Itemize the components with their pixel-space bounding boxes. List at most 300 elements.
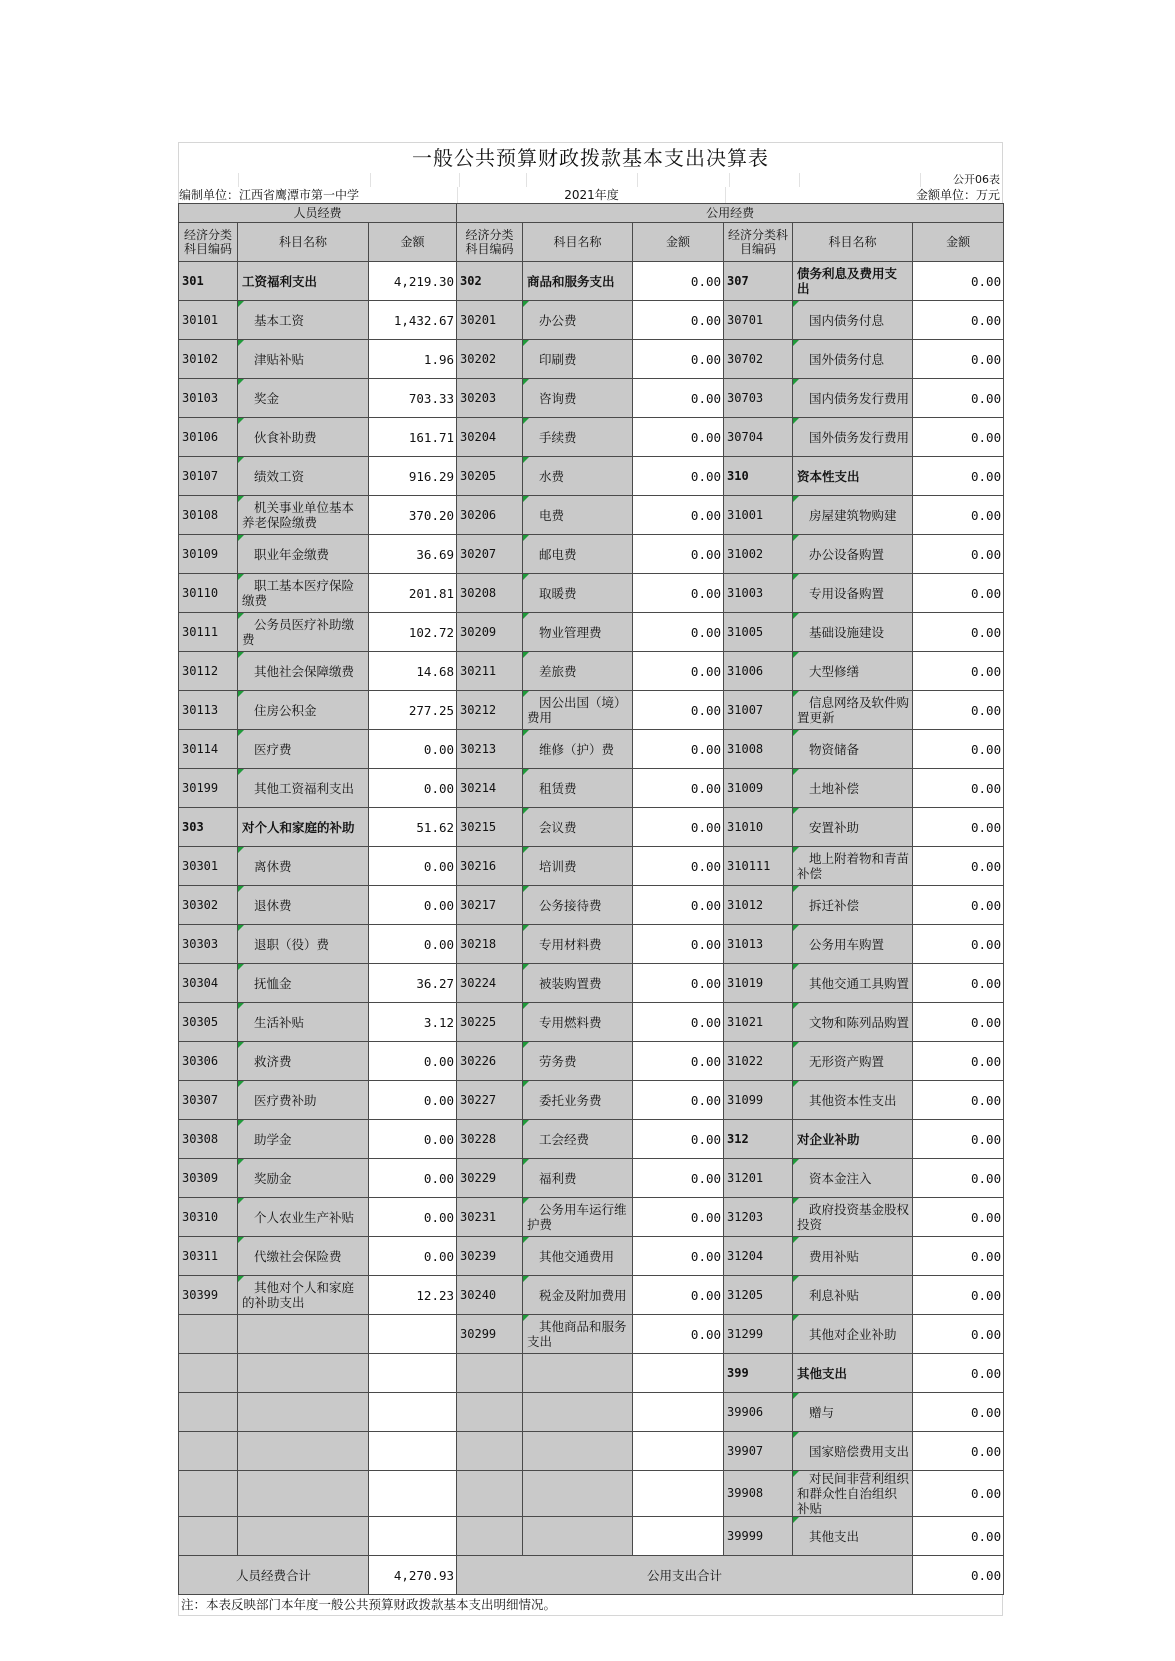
cell-name-text: 公务用车购置: [809, 936, 885, 952]
cell-name: [523, 691, 633, 730]
cell-amount: 0.00: [913, 769, 1004, 808]
cell-name: [523, 730, 633, 769]
cell-code: 30228: [457, 1120, 523, 1159]
cell-name: [238, 262, 369, 301]
cell-name: [523, 1354, 633, 1393]
cell-amount: 0.00: [913, 964, 1004, 1003]
cell-code: 31019: [724, 964, 793, 1003]
cell-amount: 0.00: [913, 1159, 1004, 1198]
cell-name-text: 国内债务发行费用: [809, 390, 910, 406]
cell-name-text: 医疗费: [254, 741, 292, 757]
cell-name: [523, 379, 633, 418]
cell-amount: 0.00: [633, 652, 724, 691]
cell-name: [793, 1354, 913, 1393]
cell-amount: 703.33: [369, 379, 457, 418]
cell-amount: 0.00: [633, 340, 724, 379]
col-header-amount: 金额: [633, 223, 724, 262]
cell-name: [238, 1159, 369, 1198]
cell-name: [793, 691, 913, 730]
table-row: [179, 886, 1004, 925]
cell-amount: [369, 1471, 457, 1517]
cell-amount: 0.00: [633, 1198, 724, 1237]
cell-amount: [633, 1393, 724, 1432]
table-row: [179, 769, 1004, 808]
cell-name-text: 职工基本医疗保险缴费: [242, 578, 355, 608]
cell-name: [523, 1432, 633, 1471]
cell-name-text: 救济费: [254, 1053, 292, 1069]
cell-name-text: 房屋建筑物购建: [809, 507, 897, 523]
cell-name-text: 奖励金: [254, 1170, 292, 1186]
cell-code: 30307: [179, 1081, 238, 1120]
cell-name-text: 大型修缮: [809, 663, 860, 679]
table-row: [179, 262, 1004, 301]
table-row: [179, 847, 1004, 886]
cell-name: [238, 379, 369, 418]
table-row: [179, 652, 1004, 691]
cell-name-text: 公务用车运行维护费: [527, 1202, 627, 1232]
cell-name: [523, 1081, 633, 1120]
cell-name: [238, 457, 369, 496]
cell-name: [523, 925, 633, 964]
cell-code: 30213: [457, 730, 523, 769]
table-row: [179, 496, 1004, 535]
col-header-name: 科目名称: [523, 223, 633, 262]
cell-amount: 0.00: [633, 613, 724, 652]
cell-name-text: 其他社会保障缴费: [254, 663, 355, 679]
cell-amount: 0.00: [913, 1517, 1004, 1556]
form-number: 公开06表: [953, 173, 1000, 186]
cell-code: 31005: [724, 613, 793, 652]
cell-name-text: 其他交通工具购置: [809, 975, 910, 991]
cell-name-text: [527, 1366, 539, 1381]
cell-name: [238, 1081, 369, 1120]
cell-name: [523, 1042, 633, 1081]
cell-code: 30704: [724, 418, 793, 457]
table-row: [179, 1517, 1004, 1556]
cell-code: 30302: [179, 886, 238, 925]
cell-name: [793, 1315, 913, 1354]
cell-amount: 0.00: [633, 808, 724, 847]
cell-name: [523, 847, 633, 886]
cell-code: 31205: [724, 1276, 793, 1315]
cell-name: [793, 925, 913, 964]
cell-amount: 0.00: [913, 925, 1004, 964]
cell-name-text: 职业年金缴费: [254, 546, 330, 562]
cell-name-text: 商品和服务支出: [527, 273, 615, 289]
cell-name-text: 土地补偿: [809, 780, 860, 796]
cell-amount: 0.00: [633, 1159, 724, 1198]
cell-name-text: 地上附着物和青苗补偿: [797, 851, 910, 881]
cell-name-text: 其他商品和服务支出: [527, 1319, 627, 1349]
cell-code: 30309: [179, 1159, 238, 1198]
page-title: 一般公共预算财政拨款基本支出决算表: [178, 142, 1003, 173]
cell-amount: 0.00: [369, 1159, 457, 1198]
cell-amount: 0.00: [633, 574, 724, 613]
cell-code: 30299: [457, 1315, 523, 1354]
cell-name: [793, 379, 913, 418]
cell-name: [238, 1354, 369, 1393]
cell-code: 30225: [457, 1003, 523, 1042]
cell-amount: 0.00: [913, 340, 1004, 379]
cell-amount: 0.00: [913, 1237, 1004, 1276]
cell-name: [793, 418, 913, 457]
cell-code: 31007: [724, 691, 793, 730]
cell-amount: 1.96: [369, 340, 457, 379]
cell-name-text: 办公费: [539, 312, 577, 328]
cell-name-text: 资本性支出: [797, 468, 860, 484]
cell-name-text: 专用燃料费: [539, 1014, 602, 1030]
cell-amount: 0.00: [913, 1393, 1004, 1432]
cell-amount: 0.00: [913, 847, 1004, 886]
cell-amount: 36.69: [369, 535, 457, 574]
cell-code: 30205: [457, 457, 523, 496]
col-header-name: 科目名称: [793, 223, 913, 262]
cell-name-text: 退休费: [254, 897, 292, 913]
cell-amount: 0.00: [633, 457, 724, 496]
cell-amount: 0.00: [633, 1237, 724, 1276]
cell-amount: 0.00: [913, 1432, 1004, 1471]
table-row: [179, 1003, 1004, 1042]
cell-name-text: 其他支出: [809, 1528, 860, 1544]
cell-name: [238, 1237, 369, 1276]
cell-name-text: 工资福利支出: [242, 273, 318, 289]
cell-name-text: 费用补贴: [809, 1248, 860, 1264]
cell-amount: 0.00: [633, 496, 724, 535]
cell-code: [179, 1354, 238, 1393]
cell-name: [793, 340, 913, 379]
cell-name: [523, 1471, 633, 1517]
cell-name-text: 文物和陈列品购置: [809, 1014, 910, 1030]
table-row: [179, 691, 1004, 730]
cell-amount: 4,219.30: [369, 262, 457, 301]
cell-amount: 12.23: [369, 1276, 457, 1315]
cell-name: [238, 496, 369, 535]
col-header-code: 经济分类科目编码: [724, 223, 793, 262]
cell-code: 31204: [724, 1237, 793, 1276]
cell-name: [238, 847, 369, 886]
cell-code: 30206: [457, 496, 523, 535]
cell-code: 30224: [457, 964, 523, 1003]
cell-name: [523, 496, 633, 535]
cell-name-text: 维修（护）费: [539, 741, 615, 757]
cell-name-text: 退职（役）费: [254, 936, 330, 952]
cell-name-text: [527, 1405, 539, 1420]
table-row: [179, 1120, 1004, 1159]
cell-amount: 161.71: [369, 418, 457, 457]
cell-amount: 0.00: [633, 847, 724, 886]
cell-name: [238, 1432, 369, 1471]
cell-name-text: 公务接待费: [539, 897, 602, 913]
cell-amount: 0.00: [633, 886, 724, 925]
cell-code: 310: [724, 457, 793, 496]
cell-code: 30229: [457, 1159, 523, 1198]
cell-name: [793, 613, 913, 652]
cell-name-text: 劳务费: [539, 1053, 577, 1069]
cell-amount: 0.00: [633, 925, 724, 964]
cell-name-text: [527, 1486, 539, 1501]
table-row: [179, 1432, 1004, 1471]
table-row: [179, 301, 1004, 340]
cell-name: [523, 1003, 633, 1042]
cell-name-text: 专用材料费: [539, 936, 602, 952]
col-header-code: 经济分类科目编码: [179, 223, 238, 262]
cell-name: [793, 1120, 913, 1159]
cell-amount: 0.00: [913, 1471, 1004, 1517]
cell-name: [523, 340, 633, 379]
col-header-code: 经济分类科目编码: [457, 223, 523, 262]
cell-amount: 0.00: [913, 1120, 1004, 1159]
table-row: [179, 418, 1004, 457]
cell-name-text: [527, 1529, 539, 1544]
cell-code: 30310: [179, 1198, 238, 1237]
fiscal-year: 2021年度: [458, 187, 726, 203]
cell-name: [238, 652, 369, 691]
cell-name-text: 奖金: [254, 390, 280, 406]
cell-name-text: 生活补贴: [254, 1014, 305, 1030]
cell-name-text: 国外债务发行费用: [809, 429, 910, 445]
cell-code: 31099: [724, 1081, 793, 1120]
cell-amount: 0.00: [913, 613, 1004, 652]
cell-name: [238, 535, 369, 574]
cell-code: 31008: [724, 730, 793, 769]
cell-code: 30214: [457, 769, 523, 808]
cell-name: [238, 1471, 369, 1517]
budget-sheet: [178, 142, 1003, 1616]
meta-row: [178, 187, 1003, 203]
cell-name-text: 物资储备: [809, 741, 860, 757]
col-header-amount: 金额: [369, 223, 457, 262]
cell-name: [793, 1042, 913, 1081]
table-row: [179, 1354, 1004, 1393]
cell-name: [523, 1237, 633, 1276]
column-ruler: [178, 173, 1003, 187]
cell-amount: 0.00: [913, 1042, 1004, 1081]
cell-code: 31203: [724, 1198, 793, 1237]
cell-name: [523, 535, 633, 574]
cell-amount: 0.00: [913, 652, 1004, 691]
cell-amount: 0.00: [369, 769, 457, 808]
cell-name-text: 国家赔偿费用支出: [809, 1443, 910, 1459]
cell-code: 30239: [457, 1237, 523, 1276]
group-header-personnel: 人员经费: [179, 204, 457, 223]
cell-code: 30212: [457, 691, 523, 730]
cell-code: 30304: [179, 964, 238, 1003]
cell-code: 39908: [724, 1471, 793, 1517]
cell-code: 31201: [724, 1159, 793, 1198]
cell-name-text: 资本金注入: [809, 1170, 872, 1186]
cell-code: 302: [457, 262, 523, 301]
cell-name: [238, 1315, 369, 1354]
cell-name: [793, 301, 913, 340]
cell-name-text: [242, 1366, 254, 1381]
cell-amount: 0.00: [913, 1354, 1004, 1393]
cell-code: [179, 1315, 238, 1354]
cell-name-text: 其他对企业补助: [809, 1326, 897, 1342]
cell-code: 30199: [179, 769, 238, 808]
cell-amount: 0.00: [369, 886, 457, 925]
cell-name-text: 公务员医疗补助缴费: [242, 617, 355, 647]
cell-name: [793, 1517, 913, 1556]
cell-amount: 0.00: [913, 1198, 1004, 1237]
cell-amount: 0.00: [913, 808, 1004, 847]
cell-name: [793, 1276, 913, 1315]
cell-name-text: 个人农业生产补贴: [254, 1209, 355, 1225]
cell-amount: 0.00: [633, 691, 724, 730]
group-header-public: 公用经费: [457, 204, 1004, 223]
cell-name: [523, 1315, 633, 1354]
cell-name-text: 租赁费: [539, 780, 577, 796]
cell-name-text: 取暖费: [539, 585, 577, 601]
cell-code: 30114: [179, 730, 238, 769]
cell-code: 30226: [457, 1042, 523, 1081]
cell-code: 31002: [724, 535, 793, 574]
cell-amount: 0.00: [369, 1042, 457, 1081]
cell-amount: 0.00: [633, 1003, 724, 1042]
cell-amount: 0.00: [913, 301, 1004, 340]
table-row: [179, 613, 1004, 652]
cell-code: 31012: [724, 886, 793, 925]
cell-name-text: [242, 1529, 254, 1544]
cell-name-text: 其他资本性支出: [809, 1092, 897, 1108]
cell-amount: 0.00: [633, 769, 724, 808]
cell-name-text: 工会经费: [539, 1131, 590, 1147]
cell-name-text: 委托业务费: [539, 1092, 602, 1108]
cell-amount: 0.00: [369, 1198, 457, 1237]
cell-name: [238, 964, 369, 1003]
cell-name-text: 水费: [539, 468, 565, 484]
table-row: [179, 340, 1004, 379]
cell-name: [523, 1159, 633, 1198]
cell-name: [793, 1159, 913, 1198]
cell-code: 30311: [179, 1237, 238, 1276]
cell-code: 30703: [724, 379, 793, 418]
cell-code: 31013: [724, 925, 793, 964]
cell-name: [793, 1432, 913, 1471]
cell-name-text: 邮电费: [539, 546, 577, 562]
cell-name-text: 其他交通费用: [539, 1248, 615, 1264]
cell-name-text: 因公出国（境）费用: [527, 695, 627, 725]
cell-name: [793, 574, 913, 613]
cell-name: [523, 574, 633, 613]
cell-code: 31022: [724, 1042, 793, 1081]
cell-code: [179, 1471, 238, 1517]
cell-amount: 14.68: [369, 652, 457, 691]
cell-name: [523, 886, 633, 925]
cell-name-text: 信息网络及软件购置更新: [797, 695, 910, 725]
cell-code: 30301: [179, 847, 238, 886]
cell-code: 30231: [457, 1198, 523, 1237]
cell-name-text: 电费: [539, 507, 565, 523]
table-row: [179, 925, 1004, 964]
cell-name: [238, 1003, 369, 1042]
table-row: [179, 1237, 1004, 1276]
cell-name: [238, 1198, 369, 1237]
cell-code: [457, 1517, 523, 1556]
cell-code: 30208: [457, 574, 523, 613]
table-row: [179, 1315, 1004, 1354]
cell-name-text: [242, 1405, 254, 1420]
cell-code: 30218: [457, 925, 523, 964]
cell-name-text: 对个人和家庭的补助: [242, 819, 355, 835]
table-row: [179, 1159, 1004, 1198]
cell-name-text: 政府投资基金股权投资: [797, 1202, 910, 1232]
cell-code: 301: [179, 262, 238, 301]
table-row: [179, 379, 1004, 418]
cell-amount: [369, 1517, 457, 1556]
cell-amount: 0.00: [633, 1120, 724, 1159]
cell-code: 303: [179, 808, 238, 847]
cell-name-text: 绩效工资: [254, 468, 305, 484]
cell-amount: 51.62: [369, 808, 457, 847]
cell-name-text: 拆迁补偿: [809, 897, 860, 913]
cell-name: [793, 1393, 913, 1432]
cell-amount: 0.00: [633, 301, 724, 340]
cell-code: 30215: [457, 808, 523, 847]
cell-name: [238, 808, 369, 847]
cell-name: [523, 964, 633, 1003]
cell-code: 30303: [179, 925, 238, 964]
cell-amount: 0.00: [369, 925, 457, 964]
cell-name-text: 被装购置费: [539, 975, 602, 991]
cell-name: [523, 1517, 633, 1556]
cell-name: [793, 496, 913, 535]
cell-code: 31009: [724, 769, 793, 808]
cell-code: [179, 1432, 238, 1471]
currency-unit: 金额单位：万元: [915, 188, 1000, 202]
cell-name-text: 对企业补助: [797, 1131, 860, 1147]
table-row: [179, 964, 1004, 1003]
cell-name: [523, 418, 633, 457]
cell-amount: 0.00: [913, 535, 1004, 574]
cell-name: [793, 457, 913, 496]
cell-name-text: 代缴社会保险费: [254, 1248, 342, 1264]
cell-code: 39907: [724, 1432, 793, 1471]
table-row: [179, 457, 1004, 496]
cell-amount: 0.00: [369, 1081, 457, 1120]
cell-amount: 0.00: [913, 1315, 1004, 1354]
cell-name-text: 抚恤金: [254, 975, 292, 991]
cell-code: 31003: [724, 574, 793, 613]
cell-amount: 0.00: [913, 691, 1004, 730]
cell-amount: 0.00: [633, 730, 724, 769]
cell-amount: 0.00: [913, 730, 1004, 769]
cell-name-text: 其他工资福利支出: [254, 780, 355, 796]
cell-name-text: 物业管理费: [539, 624, 602, 640]
cell-code: 30110: [179, 574, 238, 613]
cell-code: 30107: [179, 457, 238, 496]
cell-code: 30108: [179, 496, 238, 535]
cell-code: 30111: [179, 613, 238, 652]
cell-name-text: [242, 1486, 254, 1501]
cell-amount: 102.72: [369, 613, 457, 652]
cell-amount: 0.00: [633, 535, 724, 574]
cell-amount: 0.00: [369, 847, 457, 886]
cell-name-text: 安置补助: [809, 819, 860, 835]
cell-amount: 0.00: [633, 418, 724, 457]
cell-name: [523, 301, 633, 340]
cell-amount: 0.00: [633, 1315, 724, 1354]
cell-amount: 0.00: [913, 496, 1004, 535]
cell-amount: 0.00: [913, 379, 1004, 418]
cell-name-text: 咨询费: [539, 390, 577, 406]
cell-code: [179, 1393, 238, 1432]
cell-code: 30106: [179, 418, 238, 457]
cell-amount: 0.00: [913, 1276, 1004, 1315]
table-row: [179, 1471, 1004, 1517]
cell-code: 310111: [724, 847, 793, 886]
table-row: [179, 1081, 1004, 1120]
cell-code: 30204: [457, 418, 523, 457]
